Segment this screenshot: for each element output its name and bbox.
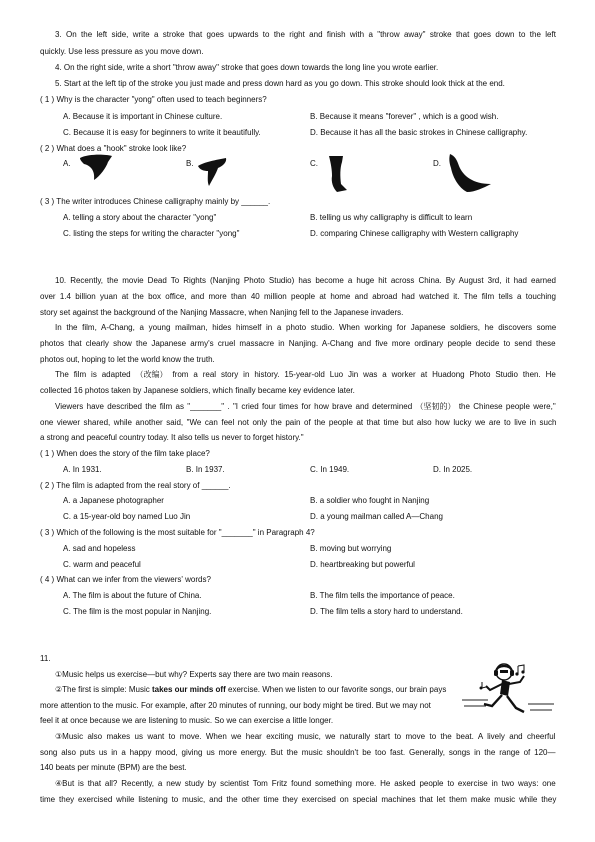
p11-line-9: time they exercised while listening to music, and the other time they exercised on special machines that let them make music while they [40,795,557,804]
hook-stroke-b-icon [196,156,230,188]
p10-line-9: Viewers have described the film as "_______" . "I cried four times for how brave and determined （坚韧的） the Chinese people were," [55,402,556,411]
p11-number: 11. [40,654,51,663]
option-10-4-d[interactable]: D. The film tells a story hard to understand. [310,607,463,616]
p10-line-5: photos that clearly show the Japanese army's cruel massacre in Nanjing. A-Chang and five more ordinary people decide to send these [40,339,556,348]
p11-line-2-start: ②The first is simple: Music [55,685,152,694]
option-9-2-b[interactable]: B. [186,159,194,168]
runner-with-headphones-icon [458,660,558,722]
option-9-3-d[interactable]: D. comparing Chinese calligraphy with Western calligraphy [310,229,519,238]
p11-line-7: 140 beats per minute (BPM) are the best. [40,763,187,772]
question-9-2: ( 2 ) What does a "hook" stroke look like? [40,144,187,153]
option-9-3-c[interactable]: C. listing the steps for writing the character "yong" [63,229,240,238]
option-10-2-b[interactable]: B. a soldier who fought in Nanjing [310,496,430,505]
option-10-3-c[interactable]: C. warm and peaceful [63,560,141,569]
p11-line-5: ③Music also makes us want to move. When we hear exciting music, we naturally start to move to the beat. A lively and cheerful [55,732,556,741]
hook-stroke-d-icon [447,152,493,194]
option-10-3-b[interactable]: B. moving but worrying [310,544,392,553]
option-9-1-c[interactable]: C. Because it is easy for beginners to write it beautifully. [63,128,261,137]
p10-line-11: a strong and peaceful country today. It also tells us never to forget history." [40,433,304,442]
p10-line-3: story set against the background of the Nanjing Massacre, when Nanjing fell to the Japanese invaders. [40,308,404,317]
question-10-1: ( 1 ) When does the story of the film take place? [40,449,210,458]
option-10-2-c[interactable]: C. a 15-year-old boy named Luo Jin [63,512,191,521]
option-10-4-a[interactable]: A. The film is about the future of China. [63,591,202,600]
option-10-1-b[interactable]: B. In 1937. [186,465,225,474]
step-3-line-1: 3. On the left side, write a stroke that goes upwards to the right and finish with a "throw away" stroke that goes down to the left [55,30,556,39]
option-10-1-c[interactable]: C. In 1949. [310,465,350,474]
p11-phrase-bold: takes our minds off [151,685,226,694]
question-9-1: ( 1 ) Why is the character "yong" often used to teach beginners? [40,95,267,104]
option-9-1-b[interactable]: B. Because it means "forever" , which is a good wish. [310,112,499,121]
question-9-3: ( 3 ) The writer introduces Chinese calligraphy mainly by ______. [40,197,271,206]
p10-line-2: over 1.4 billion yuan at the box office, and more than 40 million people at home and abroad had watched it. The film tells a touching [40,292,556,301]
option-9-3-b[interactable]: B. telling us why calligraphy is difficult to learn [310,213,473,222]
option-10-2-d[interactable]: D. a young mailman called A—Chang [310,512,443,521]
option-9-2-c[interactable]: C. [310,159,318,168]
p11-line-6: song also puts us in a happy mood, giving us more energy. But the music shouldn't be too fast. Generally, songs in the range of 120— [40,748,556,757]
p11-line-2 [55,686,446,694]
question-10-3: ( 3 ) Which of the following is the most suitable for "_______" in Paragraph 4? [40,528,315,537]
question-10-2: ( 2 ) The film is adapted from the real story of ______. [40,481,231,490]
p11-line-2-end: exercise. When we listen to our favorite songs, our brain pays [225,685,447,694]
option-10-1-a[interactable]: A. In 1931. [63,465,102,474]
p11-line-3: more attention to the music. For example, after 20 minutes of running, our body might be tired. But we may not [40,701,431,710]
option-10-4-b[interactable]: B. The film tells the importance of peace. [310,591,455,600]
question-10-4: ( 4 ) What can we infer from the viewers' words? [40,575,211,584]
option-9-1-d[interactable]: D. Because it has all the basic strokes in Chinese calligraphy. [310,128,528,137]
p10-line-4: In the film, A-Chang, a young mailman, hides himself in a photo studio. When working for Japanese soldiers, he discovers some [55,323,557,332]
option-9-2-d[interactable]: D. [433,159,441,168]
option-9-1-a[interactable]: A. Because it is important in Chinese culture. [63,112,223,121]
p11-line-8: ④But is that all? Recently, a new study by scientist Tom Fritz found something more. He asked people to exercise in two ways: one [55,779,556,788]
step-5: 5. Start at the left tip of the stroke you just made and press down hard as you go down. This stroke should look thick at the end. [55,79,505,88]
p10-line-1: 10. Recently, the movie Dead To Rights (Nanjing Photo Studio) has become a huge hit across China. By August 3rd, it had earned [55,276,556,285]
step-3-line-2: quickly. Use less pressure as you move down. [40,47,204,56]
p10-line-10: one viewer shared, while another said, "We can feel not only the pain of the people at that time but also how lucky we are to live in such [40,418,557,427]
p10-line-6: photos out, hoping to let the world know the truth. [40,355,215,364]
option-10-4-c[interactable]: C. The film is the most popular in Nanjing. [63,607,212,616]
p11-line-1: ①Music helps us exercise—but why? Experts say there are two main reasons. [55,670,333,679]
option-10-3-d[interactable]: D. heartbreaking but powerful [310,560,415,569]
option-10-3-a[interactable]: A. sad and hopeless [63,544,136,553]
hook-stroke-a-icon [78,152,114,182]
p10-line-7: The film is adapted （改编） from a real story in history. 15-year-old Luo Jin was a worker at Huadong Photo Studio then. He [55,370,556,379]
option-9-2-a[interactable]: A. [63,159,71,168]
option-10-1-d[interactable]: D. In 2025. [433,465,473,474]
p11-line-4: feel it at once because we are listening to music. So we can exercise a little longer. [40,716,334,725]
p10-line-8: collected 16 photos taken by Japanese soldiers, which finally became key evidence later. [40,386,355,395]
option-10-2-a[interactable]: A. a Japanese photographer [63,496,164,505]
step-4: 4. On the right side, write a short "throw away" stroke that goes down towards the long line you wrote earlier. [55,63,439,72]
hook-stroke-c-icon [325,154,349,194]
option-9-3-a[interactable]: A. telling a story about the character "yong" [63,213,217,222]
